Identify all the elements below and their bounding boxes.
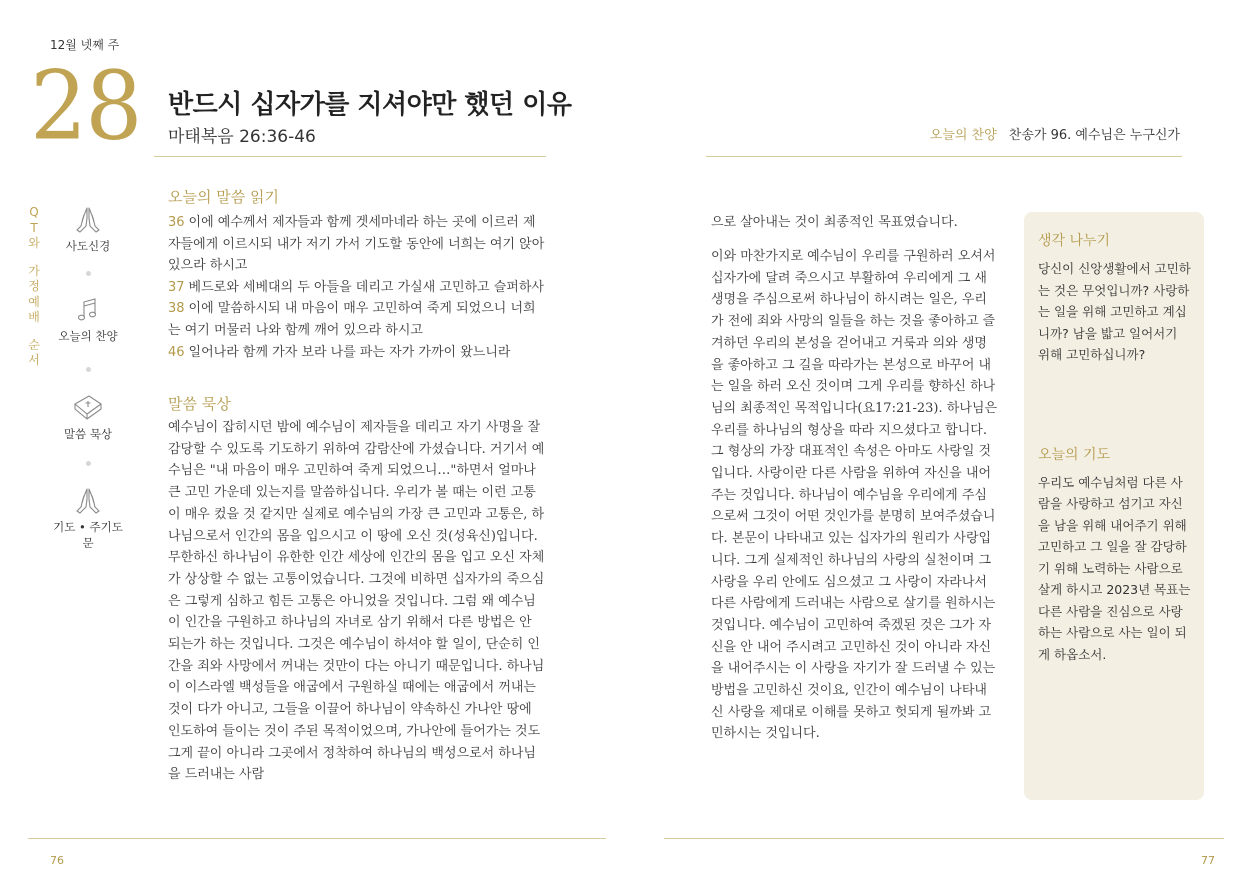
- sharing-text: 당신이 신앙생활에서 고민하는 것은 무엇입니까? 사랑하는 일을 위해 고민하고 계십니까? 남을 밟고 일어서기 위해 고민하십니까?: [1038, 261, 1191, 362]
- praying-hands-icon: [73, 206, 103, 234]
- left-footer-rule: [28, 838, 606, 839]
- sidebar-item-hymn: [48, 296, 128, 344]
- page-number-right: 77: [1201, 854, 1215, 867]
- left-header-rule: [154, 156, 546, 157]
- verse-text: 일어나라 함께 가자 보라 나를 파는 자가 가까이 왔느니라: [188, 344, 511, 360]
- reading-heading: 오늘의 말씀 읽기: [168, 188, 279, 206]
- page-title: 반드시 십자가를 지셔야만 했던 이유: [168, 90, 572, 120]
- verse-number: 37: [168, 279, 185, 295]
- sidebar-item-prayer: [48, 487, 128, 551]
- sidebar-dot: [86, 367, 91, 372]
- bible-icon: [72, 392, 104, 422]
- week-label: 12월 넷째 주: [50, 38, 120, 52]
- reflection-box: [1024, 212, 1204, 800]
- verse-number: 38: [168, 301, 185, 317]
- hymn-of-the-day: [930, 124, 1180, 143]
- right-header-rule: [706, 156, 1182, 157]
- meditation-text-right: 이와 마찬가지로 예수님이 우리를 구원하러 오셔서 십자가에 달려 죽으시고 부활하여 우리에게 그 새 생명을 주심으로써 하나님이 하시려는 일은, 우리가 전에 죄와 사망의 일들을 하는 것을 좋아하고 즐겨하던 우리의 본성을 걷어내고 거룩과 의와 생명을 좋아하고 그 길을 따라가는 본성으로 바꾸어 내는 일을 하러 오신 것이며 그게 우리를 향하신 하나님의 최종적인 목적입니다(요17:21-23). 하나님은 우리를 하나님의 형상을 따라 지으셨다고 합니다. 그 형상의 가장 대표적인 속성은 아마도 사랑일 것입니다. 사랑이란 다른 사람을 위하여 자신을 내어주는 것입니다. 하나님이 예수님을 우리에게 주심으로써 그것이 어떤 것인가를 분명히 보여주셨습니다. 본문이 나타내고 있는 십자가의 원리가 사랑입니다. 그게 실제적인 하나님의 사랑의 실천이며 그 사랑을 우리 안에도 심으셨고 그 사랑이 자라나서 다른 사람에게 드러내는 사람으로 살기를 원하시는 것입니다. 예수님이 고민하여 죽겠된 것은 그가 자신을 안 내어 주시려고 고민하신 것이 아니라 자신을 내어주시는 이 사랑을 자기가 잘 드러낼 수 있는 방법을 고민하신 것이요, 인간이 예수님이 나타내신 사랑을 제대로 이해를 못하고 헛되게 될까봐 고민하시는 것입니다.: [711, 249, 997, 742]
- music-note-icon: [73, 296, 103, 324]
- sidebar-item-meditation: [48, 392, 128, 442]
- vertical-gap: [27, 252, 41, 264]
- meditation-text-left: 예수님이 잡히시던 밤에 예수님이 제자들을 데리고 자기 사명을 잘 감당할 수 있도록 기도하기 위하여 감람산에 가셨습니다. 거기서 예수님은 "내 마음이 매우 고민하여 죽게 되었으니…"하면서 얼마나 큰 고민 가운데 있는지를 말씀하십니다. 우리가 볼 때는 이런 고통이 매우 컸을 것 같지만 실제로 예수님의 가장 큰 고민과 고통은, 하나님으로서 인간의 몸을 입으시고 이 땅에 오신 것(성육신)입니다. 무한하신 하나님이 유한한 인간 세상에 인간의 몸을 입고 오신 자체가 상상할 수 없는 고통이었습니다. 그것에 비하면 십자가의 죽으심은 그렇게 심하고 힘든 고통은 아니었을 것입니다. 그럼 왜 예수님이 인간을 구원하고 하나님의 자녀로 삼기 위해서 다른 방법은 안 되는가 하는 것입니다. 그것은 예수님이 하셔야 할 일이, 단순히 인간을 죄와 사망에서 꺼내는 것만이 다는 아니기 때문입니다. 하나님이 이스라엘 백성들을 애굽에서 구원하실 때에는 애굽에서 꺼내는 것이 다가 아니고, 그들을 이끌어 하나님이 약속하신 가나안 땅에 인도하여 들이는 것이 주된 목적이었으며, 가나안에 들어가는 것도 그게 끝이 아니라 그곳에서 정착하여 하나님의 백성으로서 하나님을 드러내는 사람: [168, 420, 545, 783]
- verse-list: [168, 212, 548, 363]
- verse: [168, 212, 548, 277]
- sidebar-item-label: 말씀 묵상: [63, 427, 113, 441]
- vertical-gap: [27, 326, 41, 338]
- verse: [168, 277, 548, 299]
- day-number: 28: [30, 51, 141, 162]
- meditation-heading: 말씀 묵상: [168, 395, 231, 413]
- verse-number: 36: [168, 215, 185, 230]
- hymn-text: 찬송가 96. 예수님은 누구신가: [1008, 128, 1180, 143]
- verse-text: 베드로와 세베대의 두 아들을 데리고 가실새 고민하고 슬퍼하사: [188, 279, 544, 295]
- prayer-heading: 오늘의 기도: [1038, 446, 1111, 463]
- vertical-char: Q: [29, 205, 39, 219]
- sidebar-item-creed: [48, 206, 128, 254]
- prayer-text: 우리도 예수님처럼 다른 사람을 사랑하고 섬기고 자신을 남을 위해 내어주기 위해 고민하고 그 일을 잘 감당하기 위해 노력하는 사람으로 살게 하시고 2023년 목표는 다른 사람을 진심으로 사랑하는 사람으로 사는 일이 되게 하옵소서.: [1038, 474, 1191, 662]
- vertical-char: 예: [28, 294, 40, 309]
- page-number-left: 76: [50, 854, 64, 867]
- verse: [168, 298, 548, 341]
- sidebar-dot: [86, 461, 91, 466]
- verse-text: 이에 예수께서 제자들과 함께 겟세마네라 하는 곳에 이르러 제자들에게 이르시되 내가 저기 가서 기도할 동안에 너희는 여기 앉아 있으라 하시고: [168, 215, 545, 274]
- hymn-label: 오늘의 찬양: [929, 128, 997, 143]
- sidebar-item-label: 오늘의 찬양: [58, 329, 118, 343]
- praying-hands-icon: [73, 487, 103, 515]
- sharing-heading: 생각 나누기: [1038, 233, 1111, 249]
- qt-order-vertical-label: [27, 205, 41, 369]
- meditation-text-continued: 으로 살아내는 것이 최종적인 목표였습니다.: [711, 215, 958, 230]
- vertical-char: 가: [28, 263, 40, 278]
- vertical-char: 와: [28, 236, 40, 250]
- vertical-char: 순: [28, 337, 40, 352]
- sidebar-item-label: 기도 • 주기도문: [53, 520, 123, 550]
- vertical-char: 배: [28, 310, 40, 324]
- sidebar-item-label: 사도신경: [65, 239, 111, 253]
- verse-text: 이에 말씀하시되 내 마음이 매우 고민하여 죽게 되었으니 너희는 여기 머물러 나와 함께 깨어 있으라 하시고: [168, 301, 536, 338]
- vertical-char: 정: [28, 279, 40, 293]
- right-footer-rule: [664, 838, 1224, 839]
- vertical-char: T: [30, 220, 38, 235]
- verse: [168, 342, 548, 364]
- verse-number: 46: [168, 344, 185, 360]
- vertical-char: 서: [28, 353, 40, 367]
- sidebar-dot: [86, 271, 91, 276]
- scripture-reference: 마태복음 26:36-46: [168, 127, 316, 147]
